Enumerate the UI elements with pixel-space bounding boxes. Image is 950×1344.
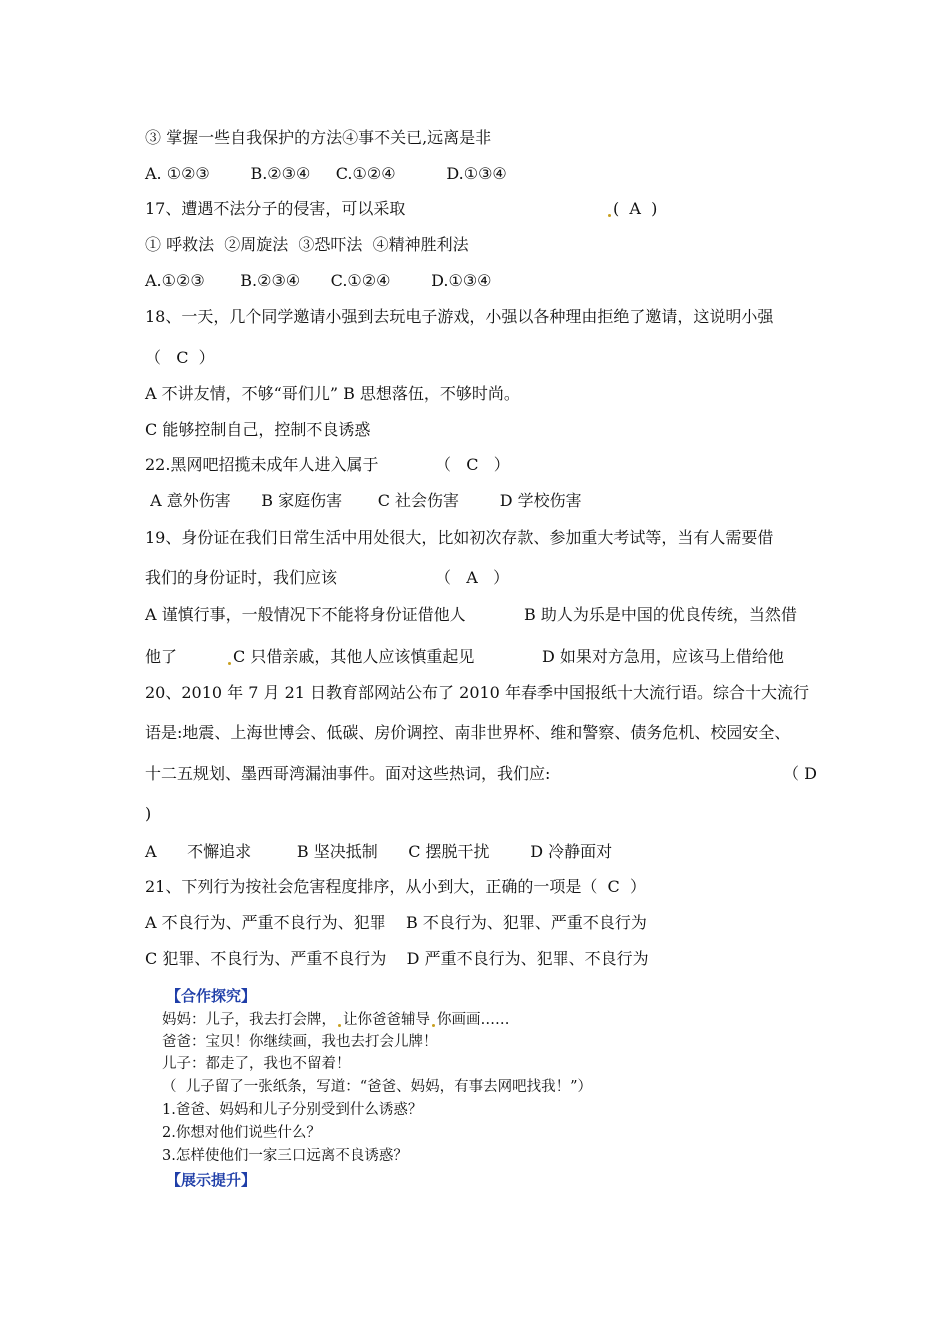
q19-answer: （ A ） [435, 568, 510, 587]
q18-choice-c: C 能够控制自己，控制不良诱惑 [145, 420, 371, 439]
mark-dot [432, 1024, 435, 1027]
q20-stem-2: 语是:地震、上海世博会、低碳、房价调控、南非世界杯、维和警察、债务危机、校园安全、 [145, 723, 791, 742]
q16-option-line: ③ 掌握一些自我保护的方法④事不关已,远离是非 [145, 128, 492, 147]
q19-choice-a: A 谨慎行事，一般情况下不能将身份证借他人 [145, 605, 466, 624]
q19-choice-d: D 如果对方急用，应该马上借给他 [542, 647, 784, 666]
display-heading: 【展示提升】 [166, 1171, 257, 1189]
q18-answer: （ C ） [145, 348, 215, 367]
q19-choice-c [226, 646, 474, 668]
dialog-mom [162, 1010, 510, 1030]
q20-answer-close: ) [145, 804, 152, 823]
dialog-son: 儿子：都走了，我也不留着！ [162, 1056, 351, 1072]
q17-answer-text: ( A ) [613, 199, 658, 218]
mark-dot [228, 662, 231, 665]
q19-choice-c-text: C 只借亲戚，其他人应该慎重起见 [233, 647, 475, 666]
q22-stem: 22.黑网吧招揽未成年人进入属于 [145, 455, 379, 474]
question-1: 1.爸爸、妈妈和儿子分别受到什么诱惑？ [162, 1102, 423, 1118]
q20-answer: （ D [783, 764, 817, 783]
q17-choices: A.①②③ B.②③④ C.①②④ D.①③④ [145, 271, 492, 290]
q18-choice-ab: A 不讲友情，不够“哥们儿” B 思想落伍，不够时尚。 [145, 384, 520, 403]
dialog-dad: 爸爸：宝贝！你继续画，我也去打会儿牌！ [162, 1034, 438, 1050]
q17-stem: 17、遭遇不法分子的侵害，可以采取 [145, 199, 406, 218]
dialog-mom-part3: 你画画…… [437, 1012, 510, 1028]
question-3: 3.怎样使他们一家三口远离不良诱惑？ [162, 1148, 408, 1164]
q20-stem-1: 20、2010 年 7 月 21 日教育部网站公布了 2010 年春季中国报纸十大流行语。综合十大流行 [145, 683, 809, 702]
q22-answer: （ C ） [435, 455, 510, 474]
q19-stem-1: 19、身份证在我们日常生活中用处很大，比如初次存款、参加重大考试等，当有人需要借 [145, 528, 774, 547]
q17-options: ① 呼救法 ②周旋法 ③恐吓法 ④精神胜利法 [145, 235, 469, 254]
q19-choice-b: B 助人为乐是中国的优良传统，当然借 [524, 605, 797, 624]
mark-dot [338, 1024, 341, 1027]
dialog-mom-part2: 让你爸爸辅导 [343, 1012, 430, 1028]
question-2: 2.你想对他们说些什么？ [162, 1125, 321, 1141]
q16-choices: A. ①②③ B.②③④ C.①②④ D.①③④ [145, 164, 507, 183]
cooperate-heading: 【合作探究】 [166, 987, 257, 1005]
q19-choice-b-cont: 他了 [145, 647, 178, 666]
dialog-note: （ 儿子留了一张纸条，写道：“爸爸、妈妈，有事去网吧找我！”） [162, 1079, 593, 1095]
q19-stem-2: 我们的身份证时，我们应该 [145, 568, 338, 587]
q20-stem-3: 十二五规划、墨西哥湾漏油事件。面对这些热词，我们应: [145, 764, 551, 783]
mark-dot [608, 214, 611, 217]
q22-choices: A 意外伤害 B 家庭伤害 C 社会伤害 D 学校伤害 [145, 491, 582, 510]
q20-choices: A 不懈追求 B 坚决抵制 C 摆脱干扰 D 冷静面对 [145, 842, 613, 861]
q17-answer [606, 198, 657, 220]
q21-choice-ab: A 不良行为、严重不良行为、犯罪 B 不良行为、犯罪、严重不良行为 [145, 913, 647, 932]
q18-stem: 18、一天，几个同学邀请小强到去玩电子游戏，小强以各种理由拒绝了邀请，这说明小强 [145, 307, 774, 326]
q21-stem: 21、下列行为按社会危害程度排序，从小到大，正确的一项是（ C ） [145, 877, 646, 896]
q21-choice-cd: C 犯罪、不良行为、严重不良行为 D 严重不良行为、犯罪、不良行为 [145, 949, 649, 968]
dialog-mom-part1: 妈妈：儿子，我去打会牌， [162, 1012, 336, 1028]
